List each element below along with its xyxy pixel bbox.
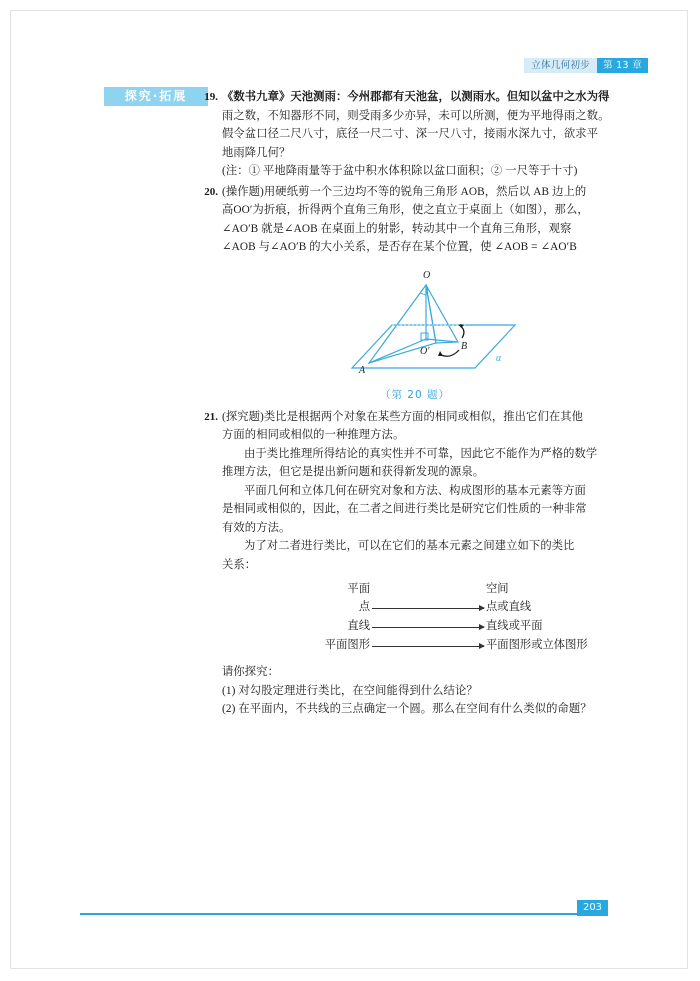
figure-20-caption: （第 20 题） bbox=[379, 388, 451, 401]
header-chapter-number: 第 13 章 bbox=[597, 58, 648, 73]
problem-20-body bbox=[222, 183, 608, 406]
analogy-header-plane: 平面 bbox=[347, 583, 370, 595]
arrow-right-icon bbox=[372, 627, 484, 628]
footer-rule bbox=[80, 913, 600, 915]
analogy-row bbox=[252, 617, 608, 636]
exercise-content bbox=[196, 88, 608, 721]
problem-21-para-3-line-2: 关系： bbox=[222, 558, 257, 571]
analogy-row bbox=[252, 636, 608, 655]
problem-20-line-1: (操作题)用硬纸剪一个三边均不等的锐角三角形 AOB，然后以 AB 边上的 bbox=[222, 185, 587, 198]
label-vertex-b: B bbox=[461, 340, 468, 352]
header-chapter-title: 立体几何初步 bbox=[524, 58, 597, 73]
arrow-right-icon bbox=[372, 608, 484, 609]
label-apex-o: O bbox=[423, 269, 431, 281]
arrow-right-icon bbox=[372, 646, 484, 647]
analogy-header-space: 空间 bbox=[486, 583, 509, 595]
problem-20-line-4: ∠AOB 与∠AO′B 的大小关系，是否存在某个位置，使 ∠AOB = ∠AO′B bbox=[222, 241, 577, 253]
problem-21-para-2-line-1: 平面几何和立体几何在研究对象和方法、构成图形的基本元素等方面 bbox=[244, 484, 586, 497]
problem-20-line-2: 高OO′为折痕，折得两个直角三角形，使之直立于桌面上（如图），那么， bbox=[222, 204, 589, 216]
problem-21-question-2: (2) 在平面内，不共线的三点确定一个圆。那么在空间有什么类似的命题？ bbox=[222, 703, 592, 715]
problem-19-line-1: 《数书九章》天池测雨：今州郡都有天池盆，以测雨水。但知以盆中之水为得 bbox=[222, 91, 610, 103]
problem-21-prompt: 请你探究： bbox=[222, 666, 279, 678]
problem-21-line-1: (探究题)类比是根据两个对象在某些方面的相同或相似，推出它们在其他 bbox=[222, 410, 584, 423]
problem-21 bbox=[196, 408, 608, 719]
label-foot-o-prime: O′ bbox=[420, 345, 430, 357]
section-tag-explore-extend: 探究·拓展 bbox=[104, 87, 208, 106]
analogy-row-2-right: 直线或平面 bbox=[486, 620, 543, 632]
geometry-diagram-icon bbox=[310, 263, 520, 381]
page-number-badge: 203 bbox=[577, 900, 608, 916]
problem-21-body bbox=[222, 408, 608, 719]
analogy-row-1-right: 点或直线 bbox=[486, 601, 532, 613]
segment-o-prime-b bbox=[426, 339, 458, 342]
analogy-row-2-arrow bbox=[372, 626, 484, 628]
analogy-row-3-right: 平面图形或立体图形 bbox=[486, 639, 588, 651]
problem-20-number: 20. bbox=[204, 185, 218, 198]
problem-21-para-1-line-2: 推理方法，但它是提出新问题和获得新发现的源泉。 bbox=[222, 466, 485, 478]
problem-19-line-4: 地雨降几何？ bbox=[222, 146, 291, 159]
problem-21-number: 21. bbox=[204, 410, 218, 423]
figure-problem-20 bbox=[222, 263, 608, 402]
label-vertex-a: A bbox=[359, 364, 366, 376]
analogy-headers bbox=[252, 581, 608, 598]
analogy-mapping-diagram bbox=[222, 581, 608, 655]
problem-21-para-3-line-1: 为了对二者进行类比，可以在它们的基本元素之间建立如下的类比 bbox=[244, 540, 575, 552]
problem-20 bbox=[196, 183, 608, 406]
problem-19-number: 19. bbox=[204, 91, 218, 103]
analogy-row bbox=[252, 598, 608, 617]
problem-21-para-1-line-1: 由于类比推理所得结论的真实性并不可靠，因此它不能作为严格的数学 bbox=[244, 447, 598, 460]
problem-21-para-2-line-2: 是相同或相似的，因此，在二者之间进行类比是研究它们性质的一种非常 bbox=[222, 503, 587, 515]
label-plane-alpha: α bbox=[496, 352, 502, 364]
analogy-row-3-left: 平面图形 bbox=[324, 639, 370, 651]
problem-19-note: (注：① 平地降雨量等于盆中积水体积除以盆口面积；② 一尺等于十寸) bbox=[222, 165, 578, 177]
problem-21-para-2-line-3: 有效的方法。 bbox=[222, 521, 291, 534]
problem-19 bbox=[196, 88, 608, 181]
problem-19-line-2: 雨之数，不知器形不同，则受雨多少亦异，未可以所测，便为平地得雨之数。 bbox=[222, 109, 610, 122]
problem-20-line-3: ∠AO′B 就是∠AOB 在桌面上的射影，转动其中一个直角三角形，观察 bbox=[222, 222, 572, 235]
rotation-arrowhead-lower bbox=[438, 351, 443, 356]
analogy-row-1-arrow bbox=[372, 607, 484, 609]
problem-19-line-3: 假令盆口径二尺八寸，底径一尺二寸、深一尺八寸，接雨水深九寸，欲求平 bbox=[222, 128, 599, 140]
page-header bbox=[524, 58, 648, 73]
rotation-arrow-lower bbox=[441, 350, 459, 356]
analogy-row-1-left: 点 bbox=[358, 601, 370, 613]
triangle-face-right bbox=[426, 285, 458, 343]
problem-21-question-1: (1) 对勾股定理进行类比，在空间能得到什么结论？ bbox=[222, 684, 478, 697]
problem-21-line-2: 方面的相同或相似的一种推理方法。 bbox=[222, 429, 405, 441]
analogy-row-3-arrow bbox=[372, 645, 484, 647]
analogy-header-spacer bbox=[372, 581, 484, 598]
analogy-row-2-left: 直线 bbox=[347, 620, 370, 632]
problem-19-body bbox=[222, 88, 610, 181]
